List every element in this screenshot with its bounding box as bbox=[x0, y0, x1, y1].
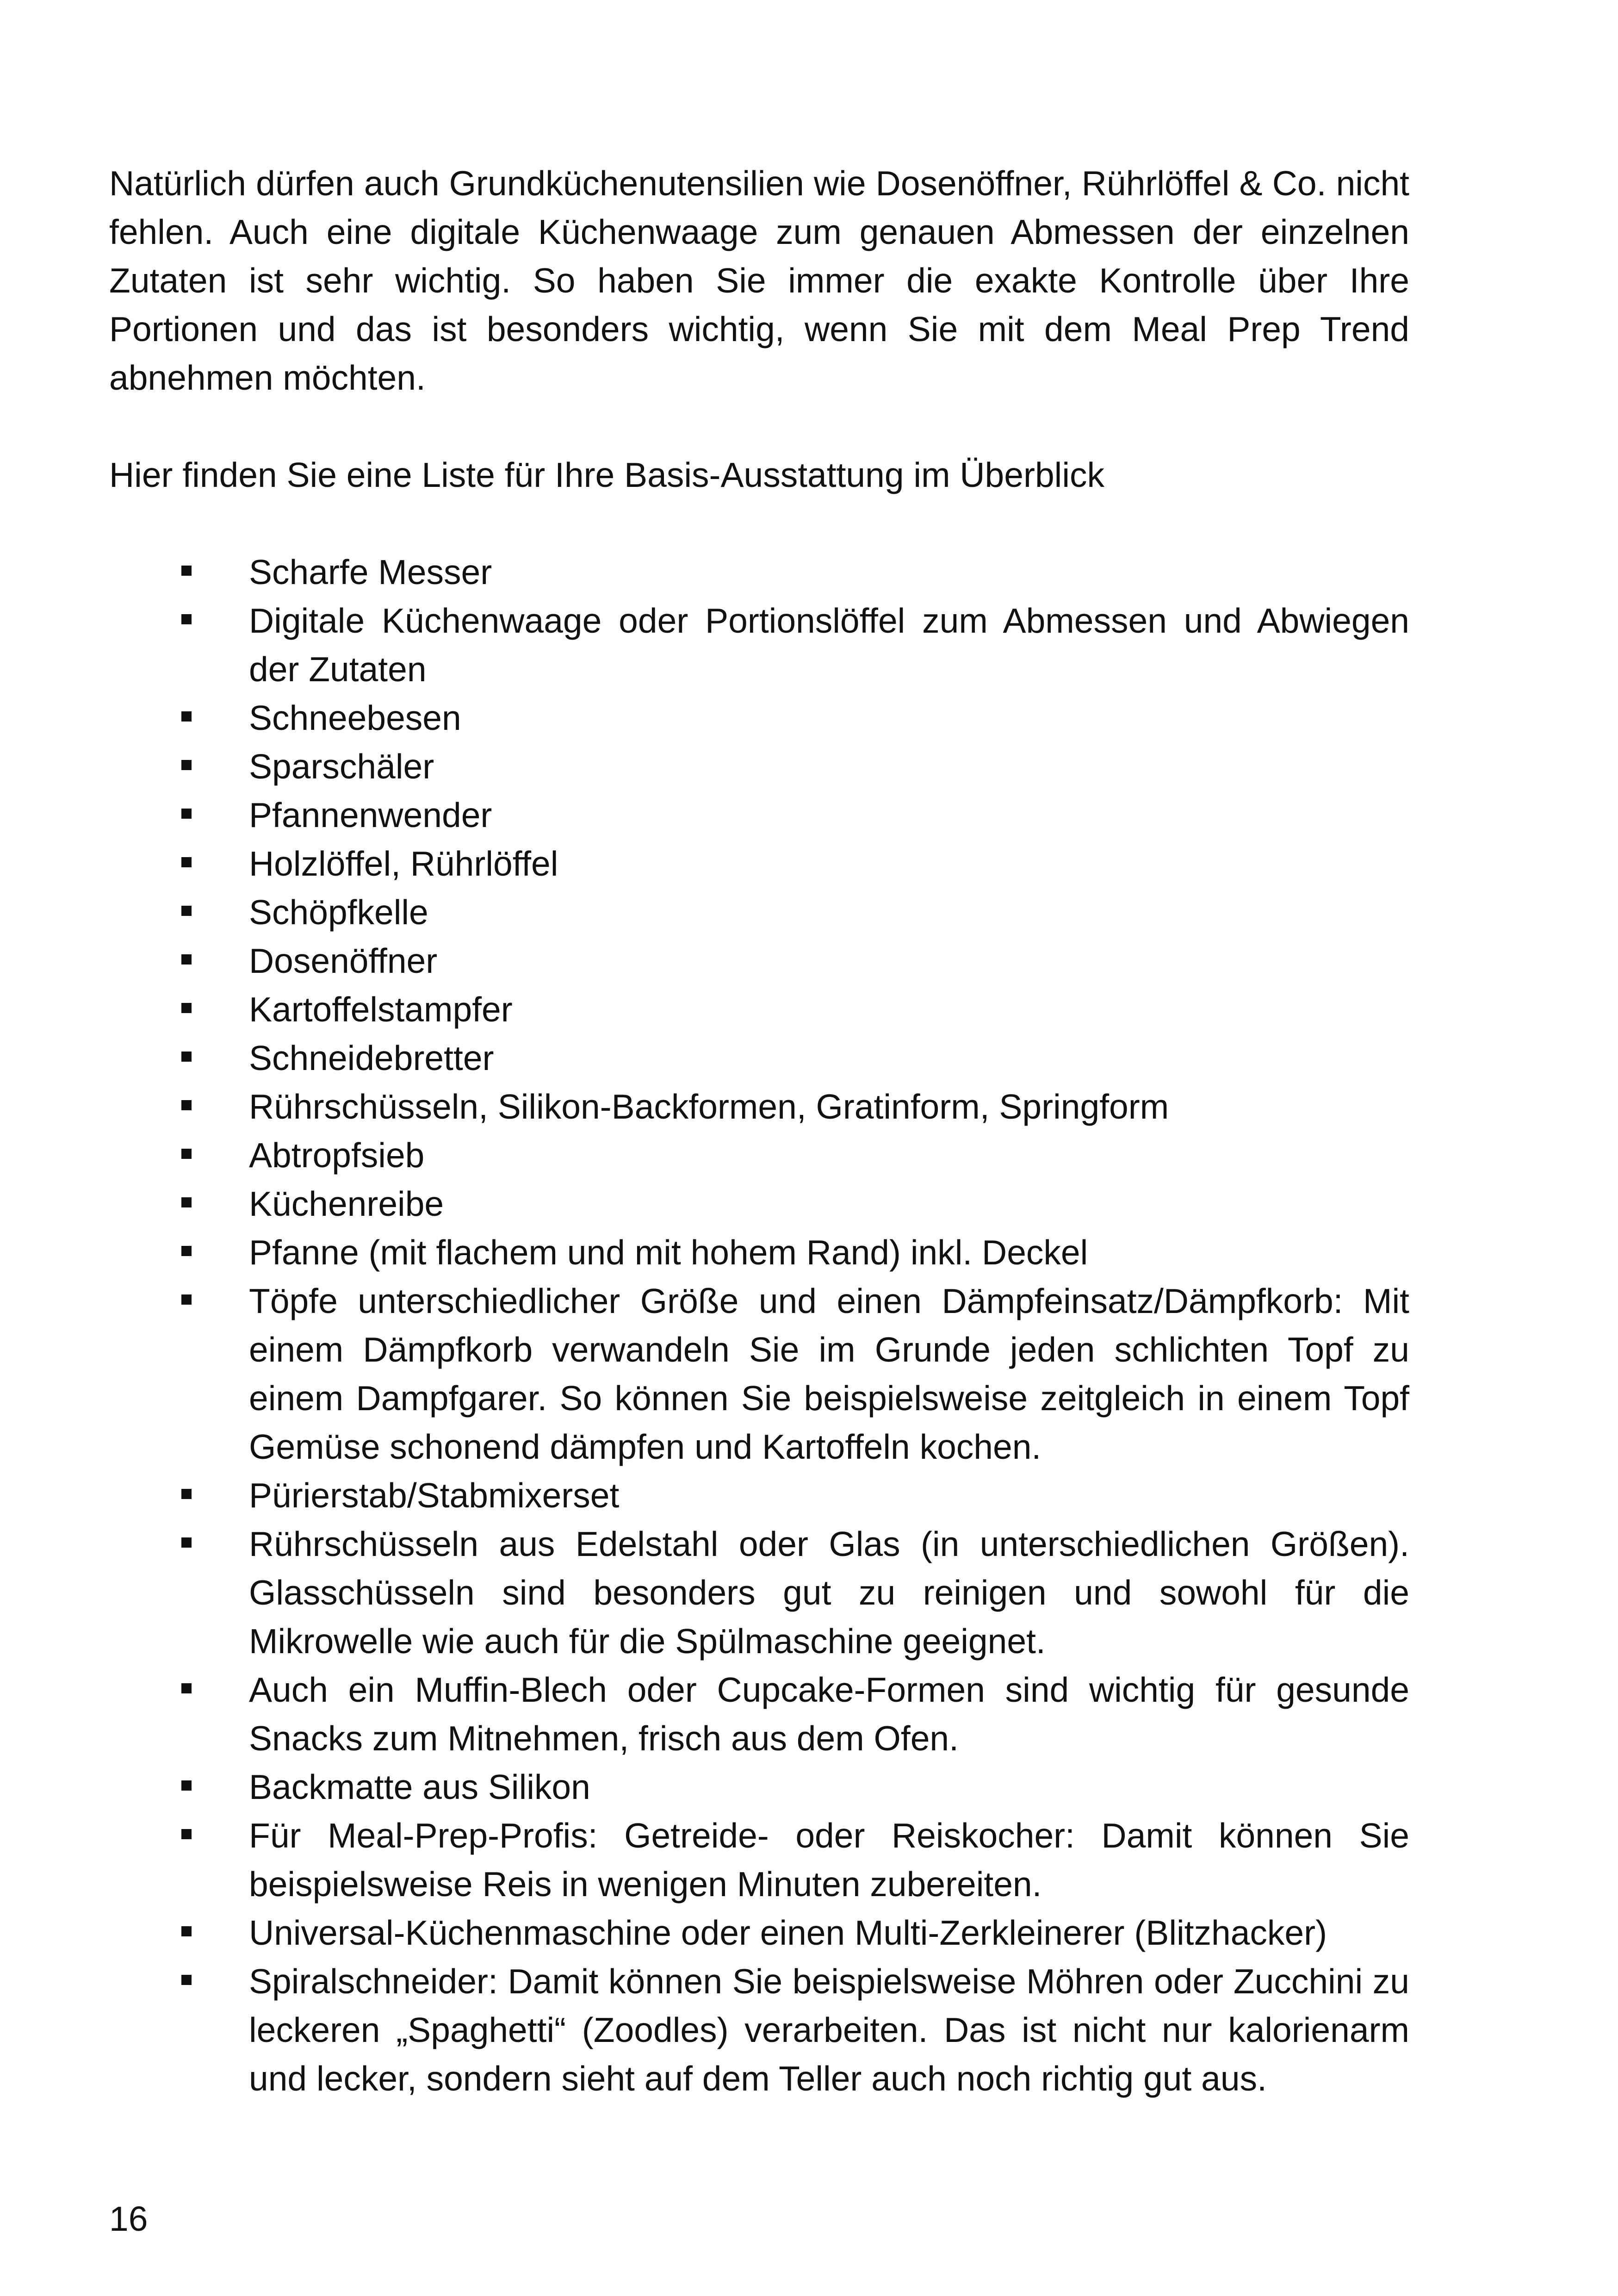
list-item-text: Spiralschneider: Damit können Sie beispielsweise Möhren oder Zucchini zu leckeren „Spaghetti“ (Zoodles) verarbeiten. Das ist nicht nur kalorienarm und lecker, sondern sieht auf dem Teller auch noch richtig gut aus. bbox=[249, 1962, 1409, 2098]
list-item bbox=[109, 1763, 1409, 1811]
list-item-text: Schneebesen bbox=[249, 698, 461, 737]
list-item-text: Töpfe unterschiedlicher Größe und einen Dämpfeinsatz/Dämpfkorb: Mit einem Dämpfkorb verwandeln Sie im Grunde jeden schlichten Topf zu einem Dampfgarer. So können Sie beispielsweise zeitgleich in einem Topf Gemüse schonend dämpfen und Kartoffeln kochen. bbox=[249, 1282, 1409, 1466]
list-item bbox=[109, 694, 1409, 742]
square-bullet-icon bbox=[181, 1683, 192, 1693]
square-bullet-icon bbox=[181, 1003, 192, 1013]
square-bullet-icon bbox=[181, 1294, 192, 1305]
list-item-text: Pürierstab/Stabmixerset bbox=[249, 1476, 620, 1515]
square-bullet-icon bbox=[181, 760, 192, 770]
square-bullet-icon bbox=[181, 1246, 192, 1256]
square-bullet-icon bbox=[181, 1149, 192, 1159]
list-item-text: Digitale Küchenwaage oder Portionslöffel zum Abmessen und Abwiegen der Zutaten bbox=[249, 601, 1409, 689]
list-item bbox=[109, 1180, 1409, 1228]
list-item-text: Schneidebretter bbox=[249, 1039, 494, 1077]
page-content bbox=[109, 159, 1409, 2103]
square-bullet-icon bbox=[181, 857, 192, 867]
square-bullet-icon bbox=[181, 809, 192, 819]
list-item-text: Pfannenwender bbox=[249, 796, 492, 834]
square-bullet-icon bbox=[181, 711, 192, 722]
list-item-text: Backmatte aus Silikon bbox=[249, 1767, 590, 1806]
square-bullet-icon bbox=[181, 1780, 192, 1791]
list-item bbox=[109, 1228, 1409, 1277]
list-item bbox=[109, 888, 1409, 937]
list-item bbox=[109, 1277, 1409, 1471]
list-item bbox=[109, 937, 1409, 985]
list-item bbox=[109, 791, 1409, 840]
square-bullet-icon bbox=[181, 1489, 192, 1499]
equipment-list bbox=[109, 548, 1409, 2103]
square-bullet-icon bbox=[181, 1197, 192, 1207]
square-bullet-icon bbox=[181, 954, 192, 964]
list-item bbox=[109, 1666, 1409, 1763]
list-item bbox=[109, 1131, 1409, 1180]
square-bullet-icon bbox=[181, 1829, 192, 1839]
list-item-text: Rührschüsseln, Silikon-Backformen, Gratinform, Springform bbox=[249, 1087, 1169, 1126]
list-item-text: Holzlöffel, Rührlöffel bbox=[249, 844, 558, 883]
list-item-text: Abtropfsieb bbox=[249, 1136, 425, 1175]
list-item bbox=[109, 1083, 1409, 1131]
list-item-text: Kartoffelstampfer bbox=[249, 990, 513, 1029]
list-item-text: Auch ein Muffin-Blech oder Cupcake-Formen sind wichtig für gesunde Snacks zum Mitnehmen, frisch aus dem Ofen. bbox=[249, 1670, 1409, 1758]
square-bullet-icon bbox=[181, 1052, 192, 1062]
list-item-text: Scharfe Messer bbox=[249, 553, 492, 591]
list-item bbox=[109, 840, 1409, 888]
list-item-text: Küchenreibe bbox=[249, 1184, 444, 1223]
square-bullet-icon bbox=[181, 614, 192, 624]
list-intro-paragraph: Hier finden Sie eine Liste für Ihre Basis-Ausstattung im Überblick bbox=[109, 455, 1104, 494]
square-bullet-icon bbox=[181, 566, 192, 576]
list-item bbox=[109, 1471, 1409, 1520]
list-item bbox=[109, 1811, 1409, 1909]
list-item bbox=[109, 742, 1409, 791]
list-item-text: Rührschüsseln aus Edelstahl oder Glas (in unterschiedlichen Größen). Glasschüsseln sind besonders gut zu reinigen und sowohl für die Mikrowelle wie auch für die Spülmaschine geeignet. bbox=[249, 1524, 1409, 1661]
square-bullet-icon bbox=[181, 1100, 192, 1110]
list-item bbox=[109, 985, 1409, 1034]
list-item bbox=[109, 1034, 1409, 1083]
list-item bbox=[109, 548, 1409, 597]
body-paragraph: Natürlich dürfen auch Grundküchenutensilien wie Dosenöffner, Rührlöffel & Co. nicht fehlen. Auch eine digitale Küchenwaage zum genauen Abmessen der einzelnen Zutaten ist sehr wichtig. So haben Sie immer die exakte Kontrolle über Ihre Portionen und das ist besonders wichtig, wenn Sie mit dem Meal Prep Trend abnehmen möchten. bbox=[109, 164, 1409, 397]
list-item-text: Für Meal-Prep-Profis: Getreide- oder Reiskocher: Damit können Sie beispielsweise Reis in wenigen Minuten zubereiten. bbox=[249, 1816, 1409, 1904]
list-item bbox=[109, 597, 1409, 694]
list-item-text: Schöpfkelle bbox=[249, 893, 428, 932]
list-item-text: Universal-Küchenmaschine oder einen Multi-Zerkleinerer (Blitzhacker) bbox=[249, 1913, 1327, 1952]
list-item-text: Pfanne (mit flachem und mit hohem Rand) inkl. Deckel bbox=[249, 1233, 1088, 1272]
list-item bbox=[109, 1957, 1409, 2103]
list-item bbox=[109, 1520, 1409, 1666]
square-bullet-icon bbox=[181, 1926, 192, 1936]
square-bullet-icon bbox=[181, 906, 192, 916]
list-item-text: Sparschäler bbox=[249, 747, 434, 786]
list-item bbox=[109, 1909, 1409, 1957]
page-number: 16 bbox=[109, 2199, 148, 2238]
square-bullet-icon bbox=[181, 1975, 192, 1985]
square-bullet-icon bbox=[181, 1537, 192, 1548]
list-item-text: Dosenöffner bbox=[249, 941, 438, 980]
